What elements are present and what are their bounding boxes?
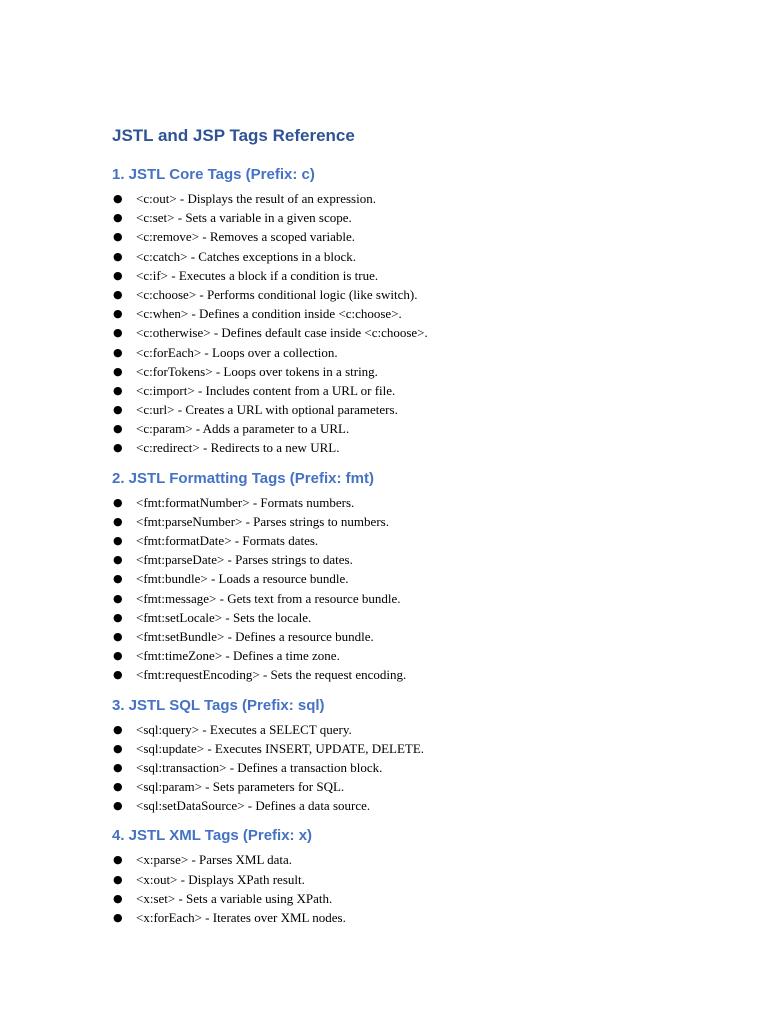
list-item (112, 285, 732, 304)
bullet-icon: ● (113, 853, 123, 867)
list-item-text: <c:import> - Includes content from a URL or file. (136, 382, 396, 398)
list-item (112, 870, 732, 889)
bullet-icon: ● (113, 722, 123, 736)
bullet-icon: ● (113, 629, 123, 643)
bullet-icon: ● (113, 345, 123, 359)
bullet-icon: ● (113, 211, 123, 225)
section-heading: 3. JSTL SQL Tags (Prefix: sql) (112, 696, 325, 714)
list-item (112, 569, 732, 588)
list-item-text: <sql:query> - Executes a SELECT query. (136, 721, 352, 737)
section-heading: 1. JSTL Core Tags (Prefix: c) (112, 166, 315, 183)
list-item-text: <fmt:timeZone> - Defines a time zone. (136, 648, 340, 664)
list-item (112, 531, 732, 550)
list-item (112, 739, 732, 758)
bullet-icon: ● (113, 403, 123, 417)
list-item (112, 419, 732, 438)
list-item-text: <c:otherwise> - Defines default case inside <c:choose>. (136, 325, 428, 341)
list-item-text: <fmt:formatDate> - Formats dates. (136, 533, 319, 548)
list-item-text: <c:url> - Creates a URL with optional parameters. (136, 402, 398, 418)
section-core-tags (112, 165, 732, 458)
list-item (112, 512, 732, 531)
list-item-text: <c:out> - Displays the result of an expression. (136, 191, 376, 206)
list-item (112, 189, 732, 208)
list-item-text: <fmt:parseNumber> - Parses strings to numbers. (136, 513, 389, 529)
bullet-icon: ● (113, 799, 123, 813)
list-item-text: <c:redirect> - Redirects to a new URL. (136, 440, 340, 456)
bullet-icon: ● (113, 668, 123, 682)
bullet-icon: ● (113, 422, 123, 436)
list-item (112, 608, 732, 627)
bullet-icon: ● (113, 230, 123, 244)
bullet-icon: ● (113, 741, 123, 755)
bullet-icon: ● (113, 872, 123, 886)
list-item (112, 343, 732, 362)
list-item (112, 381, 732, 400)
bullet-icon: ● (113, 610, 123, 624)
list-item (112, 589, 732, 608)
list-item-text: <sql:update> - Executes INSERT, UPDATE, DELETE. (136, 740, 425, 756)
list-item (112, 266, 732, 285)
list-item-text: <x:set> - Sets a variable using XPath. (136, 890, 333, 906)
bullet-icon: ● (113, 495, 123, 509)
list-item-text: <sql:param> - Sets parameters for SQL. (136, 779, 345, 795)
section-heading: 2. JSTL Formatting Tags (Prefix: fmt) (112, 469, 374, 487)
bullet-icon: ● (113, 891, 123, 905)
list-item (112, 646, 732, 665)
bullet-icon: ● (113, 649, 123, 663)
list-item-text: <fmt:requestEncoding> - Sets the request encoding. (136, 667, 407, 683)
list-item (112, 438, 732, 457)
bullet-icon: ● (113, 534, 123, 547)
bullet-icon: ● (113, 364, 123, 378)
list-item-text: <fmt:setBundle> - Defines a resource bundle. (136, 628, 374, 644)
section-formatting-tags (112, 469, 732, 685)
bullet-icon: ● (113, 514, 123, 528)
list-item-text: <c:catch> - Catches exceptions in a block. (136, 248, 357, 264)
list-item (112, 227, 732, 246)
list-item-text: <fmt:parseDate> - Parses strings to dates. (136, 552, 353, 568)
bullet-icon: ● (113, 760, 123, 774)
list-item-text: <c:if> - Executes a block if a condition is true. (136, 267, 379, 283)
list-item-text: <c:forTokens> - Loops over tokens in a string. (136, 363, 378, 379)
tag-list (112, 720, 732, 816)
bullet-icon: ● (113, 383, 123, 397)
list-item (112, 889, 732, 908)
list-item-text: <sql:transaction> - Defines a transaction block. (136, 759, 383, 775)
list-item-text: <c:choose> - Performs conditional logic (like switch). (136, 286, 418, 302)
tag-list (112, 189, 732, 458)
list-item (112, 850, 732, 869)
list-item-text: <x:forEach> - Iterates over XML nodes. (136, 910, 346, 925)
bullet-icon: ● (113, 553, 123, 567)
list-item (112, 758, 732, 777)
list-item (112, 796, 732, 815)
bullet-icon: ● (113, 307, 123, 321)
list-item-text: <fmt:setLocale> - Sets the locale. (136, 609, 312, 625)
list-item-text: <x:parse> - Parses XML data. (136, 852, 293, 868)
bullet-icon: ● (113, 192, 123, 205)
list-item (112, 323, 732, 342)
list-item (112, 304, 732, 323)
list-item (112, 247, 732, 266)
list-item-text: <sql:setDataSource> - Defines a data source. (136, 798, 371, 814)
tag-list (112, 850, 732, 927)
list-item (112, 627, 732, 646)
list-item-text: <c:param> - Adds a parameter to a URL. (136, 421, 350, 437)
list-item-text: <x:out> - Displays XPath result. (136, 871, 305, 887)
list-item (112, 362, 732, 381)
section-heading: 4. JSTL XML Tags (Prefix: x) (112, 827, 313, 845)
bullet-icon: ● (113, 572, 123, 586)
list-item-text: <fmt:bundle> - Loads a resource bundle. (136, 571, 349, 587)
bullet-icon: ● (113, 287, 123, 301)
list-item (112, 777, 732, 796)
list-item-text: <fmt:formatNumber> - Formats numbers. (136, 494, 355, 510)
bullet-icon: ● (113, 780, 123, 794)
list-item (112, 908, 732, 927)
bullet-icon: ● (113, 911, 123, 924)
list-item (112, 208, 732, 227)
bullet-icon: ● (113, 268, 123, 282)
list-item (112, 550, 732, 569)
list-item-text: <c:set> - Sets a variable in a given scope. (136, 210, 352, 226)
list-item-text: <fmt:message> - Gets text from a resource bundle. (136, 590, 401, 606)
list-item-text: <c:forEach> - Loops over a collection. (136, 344, 338, 360)
list-item (112, 493, 732, 512)
list-item (112, 720, 732, 739)
section-sql-tags (112, 696, 732, 816)
bullet-icon: ● (113, 441, 123, 455)
section-xml-tags (112, 826, 732, 927)
bullet-icon: ● (113, 326, 123, 340)
bullet-icon: ● (113, 591, 123, 605)
list-item (112, 400, 732, 419)
list-item-text: <c:when> - Defines a condition inside <c:choose>. (136, 306, 402, 322)
tag-list (112, 493, 732, 685)
list-item-text: <c:remove> - Removes a scoped variable. (136, 229, 355, 245)
bullet-icon: ● (113, 249, 123, 263)
document-page (112, 124, 732, 927)
document-title: JSTL and JSP Tags Reference (112, 126, 355, 145)
list-item (112, 665, 732, 684)
